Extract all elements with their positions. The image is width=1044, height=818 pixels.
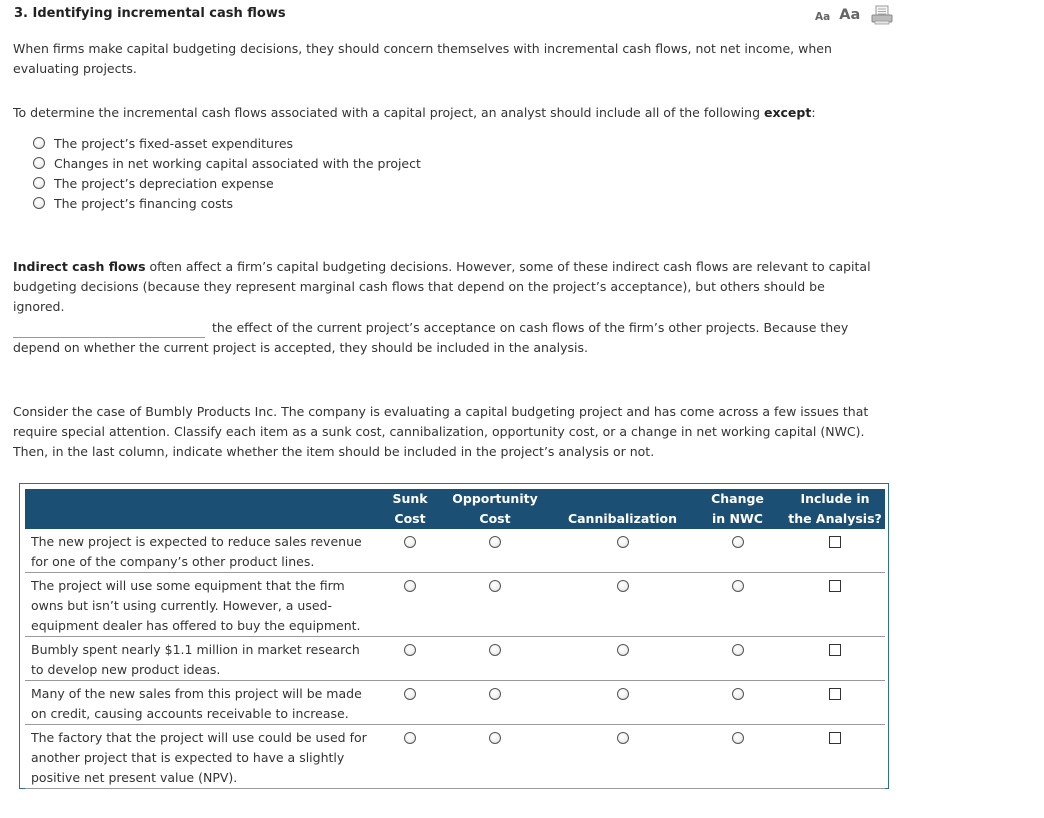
change-in-nwc-radio[interactable] [732,688,744,700]
fill-blank-sentence [13,318,893,358]
cell-include [785,725,885,789]
header-line: the Analysis? [788,511,882,526]
sunk-cost-radio[interactable] [404,536,416,548]
include-checkbox[interactable] [829,732,841,744]
option-depreciation[interactable] [33,173,421,193]
cell-change-in-nwc [690,573,785,637]
cell-sunk-cost [385,573,435,637]
indirect-lead: Indirect cash flows [13,259,146,274]
header-line: in NWC [712,511,763,526]
include-checkbox[interactable] [829,536,841,548]
toolbar [815,5,893,25]
cell-cannibalization [555,725,690,789]
option-financing[interactable] [33,193,421,213]
cell-include [785,529,885,573]
cannibalization-radio[interactable] [617,644,629,656]
cannibalization-radio[interactable] [617,536,629,548]
table-row [25,725,885,789]
table-row [25,681,885,725]
header-change-in-nwc [690,489,785,529]
option-label: The project’s financing costs [54,195,234,211]
cell-cannibalization [555,529,690,573]
intro-paragraph: When firms make capital budgeting decisions, they should concern themselves with incremental cash flows, not net income, when evaluating projects. [13,41,832,76]
sunk-cost-radio[interactable] [404,580,416,592]
header-line [555,489,690,509]
change-in-nwc-radio[interactable] [732,580,744,592]
cell-change-in-nwc [690,725,785,789]
question1-prompt [13,103,893,123]
change-in-nwc-radio[interactable] [732,536,744,548]
question1-prompt-text: To determine the incremental cash flows associated with a capital project, an analyst should include all of the following [13,105,764,120]
include-checkbox[interactable] [829,688,841,700]
classification-table-frame [19,483,889,789]
cell-change-in-nwc [690,637,785,681]
cell-opportunity-cost [435,529,555,573]
header-cannibalization [555,489,690,529]
question1-options [33,133,421,213]
radio-button[interactable] [33,137,45,149]
header-line: Include in [800,491,870,506]
include-checkbox[interactable] [829,580,841,592]
header-include-in-analysis [785,489,885,529]
cell-cannibalization [555,573,690,637]
question1-prompt-end: : [811,105,816,120]
table-row [25,637,885,681]
cell-sunk-cost [385,529,435,573]
header-line: Change [711,491,764,506]
cell-sunk-cost [385,637,435,681]
row-description: The project will use some equipment that the firm owns but isn’t using currently. However, a used-equipment dealer has offered to buy the equipment. [25,573,385,637]
cannibalization-radio[interactable] [617,688,629,700]
answer-blank-dropdown[interactable] [13,322,205,338]
sunk-cost-radio[interactable] [404,644,416,656]
cell-cannibalization [555,681,690,725]
header-opportunity-cost [435,489,555,529]
table-row [25,529,885,573]
option-nwc[interactable] [33,153,421,173]
cell-opportunity-cost [435,681,555,725]
option-label: Changes in net working capital associated with the project [54,155,421,171]
opportunity-cost-radio[interactable] [489,580,501,592]
row-description: The factory that the project will use could be used for another project that is expected to have a slightly positive net present value (NPV). [25,725,385,789]
header-sunk-cost [385,489,435,529]
indirect-text: often affect a firm’s capital budgeting decisions. However, some of these indirect cash flows are relevant to capital budgeting decisions (because they represent marginal cash flows that depend on the project’s acceptance), but others should be ignored. [13,259,871,314]
indirect-paragraph [13,257,873,317]
cell-sunk-cost [385,725,435,789]
radio-button[interactable] [33,157,45,169]
fill-blank-text: the effect of the current project’s acceptance on cash flows of the firm’s other projects. Because they depend on whether the current project is accepted, they should be included in the analysis. [13,320,849,355]
option-label: The project’s depreciation expense [54,175,274,191]
cell-change-in-nwc [690,681,785,725]
opportunity-cost-radio[interactable] [489,644,501,656]
question1-emphasis: except [763,105,812,120]
font-size-large-button[interactable]: Aa [839,7,861,23]
row-description: Many of the new sales from this project will be made on credit, causing accounts receivable to increase. [25,681,385,725]
classification-table [25,489,885,789]
print-icon[interactable] [871,5,893,25]
option-fixed-asset[interactable] [33,133,421,153]
sunk-cost-radio[interactable] [404,732,416,744]
header-line: Opportunity [452,491,538,506]
question-title: 3. Identifying incremental cash flows [14,6,286,21]
row-description: The new project is expected to reduce sales revenue for one of the company’s other product lines. [25,529,385,573]
cell-cannibalization [555,637,690,681]
cell-include [785,637,885,681]
header-line: Cost [479,511,511,526]
cannibalization-radio[interactable] [617,580,629,592]
header-line: Cannibalization [567,511,678,526]
opportunity-cost-radio[interactable] [489,688,501,700]
row-description: Bumbly spent nearly $1.1 million in market research to develop new product ideas. [25,637,385,681]
radio-button[interactable] [33,197,45,209]
case-paragraph: Consider the case of Bumbly Products Inc. The company is evaluating a capital budgeting project and has come across a few issues that require special attention. Classify each item as a sunk cost, cannibalization, opportunity cost, or a change in net working capital (NWC). Then, in the last column, indicate whether the item should be included in the project’s analysis or not. [13,404,869,459]
change-in-nwc-radio[interactable] [732,644,744,656]
table-header-row [25,489,885,529]
sunk-cost-radio[interactable] [404,688,416,700]
option-label: The project’s fixed-asset expenditures [54,135,294,151]
cell-change-in-nwc [690,529,785,573]
radio-button[interactable] [33,177,45,189]
cell-sunk-cost [385,681,435,725]
opportunity-cost-radio[interactable] [489,536,501,548]
cell-opportunity-cost [435,725,555,789]
font-size-small-button[interactable]: Aa [815,11,831,23]
cannibalization-radio[interactable] [617,732,629,744]
cell-include [785,573,885,637]
cell-opportunity-cost [435,573,555,637]
header-line: Cost [394,511,426,526]
opportunity-cost-radio[interactable] [489,732,501,744]
header-item [25,489,385,529]
table-row [25,573,885,637]
change-in-nwc-radio[interactable] [732,732,744,744]
cell-include [785,681,885,725]
header-line: Sunk [392,491,428,506]
cell-opportunity-cost [435,637,555,681]
include-checkbox[interactable] [829,644,841,656]
